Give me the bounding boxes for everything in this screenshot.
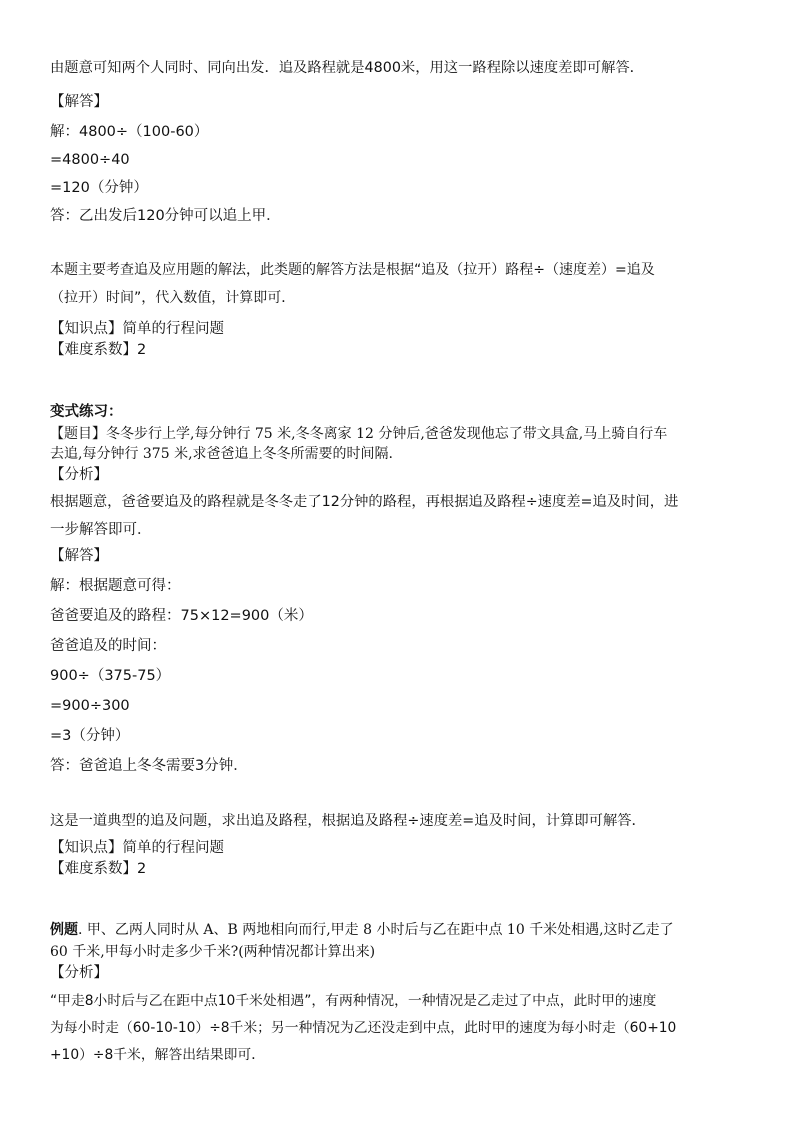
difficulty: 【难度系数】2 <box>50 861 147 877</box>
comment-line: （拉开）时间”，代入数值，计算即可． <box>50 290 296 306</box>
question-line: 【题目】冬冬步行上学,每分钟行 75 米,冬冬离家 12 分钟后,爸爸发现他忘了带文具盒,马上骑自行车 <box>50 426 668 442</box>
solution-line: 解：根据题意可得： <box>50 578 181 594</box>
section-title: 变式练习： <box>50 403 123 420</box>
answer-heading: 【解答】 <box>50 548 108 564</box>
solution-line: 爸爸要追及的路程：75×12=900（米） <box>50 608 313 624</box>
solution-line: =3（分钟） <box>50 728 130 744</box>
knowledge-point: 【知识点】简单的行程问题 <box>50 321 224 337</box>
solution-line: =900÷300 <box>50 698 130 714</box>
analysis-line: 为每小时走（60-10-10）÷8千米；另一种情况为乙还没走到中点，此时甲的速度为每小时走（60+10 <box>50 1020 677 1036</box>
analysis-text: 由题意可知两个人同时、同向出发．追及路程就是4800米，用这一路程除以速度差即可解答． <box>50 60 644 76</box>
knowledge-point: 【知识点】简单的行程问题 <box>50 840 224 856</box>
comment: 这是一道典型的追及问题，求出追及路程，根据追及路程÷速度差=追及时间，计算即可解答． <box>50 813 646 829</box>
comment-line: 本题主要考查追及应用题的解法，此类题的解答方法是根据“追及（拉开）路程÷（速度差）=追及 <box>50 262 655 278</box>
solution-line: =120（分钟） <box>50 180 148 196</box>
solution-line: 解：4800÷（100-60） <box>50 124 209 140</box>
answer-heading: 【解答】 <box>50 94 108 110</box>
difficulty: 【难度系数】2 <box>50 342 147 358</box>
solution-line: 爸爸追及的时间： <box>50 638 166 654</box>
example-label: 例题 <box>50 922 78 938</box>
solution-line: 900÷（375-75） <box>50 668 171 684</box>
analysis-heading: 【分析】 <box>50 467 108 483</box>
solution-line: 答：乙出发后120分钟可以追上甲． <box>50 208 281 224</box>
example-line <box>50 920 674 940</box>
question-line: 去追,每分钟行 375 米,求爸爸追上冬冬所需要的时间隔. <box>50 446 393 462</box>
solution-line: 答：爸爸追上冬冬需要3分钟． <box>50 758 248 774</box>
analysis-line: 一步解答即可． <box>50 522 152 538</box>
solution-line: =4800÷40 <box>50 152 130 168</box>
example-text: . 甲、乙两人同时从 A、B 两地相向而行,甲走 8 小时后与乙在距中点 10 千米处相遇,这时乙走了 <box>78 922 674 938</box>
analysis-heading: 【分析】 <box>50 965 108 981</box>
analysis-line: 根据题意，爸爸要追及的路程就是冬冬走了12分钟的路程，再根据追及路程÷速度差=追及时间，进 <box>50 494 679 510</box>
analysis-line: +10）÷8千米，解答出结果即可． <box>50 1047 266 1063</box>
analysis-line: “甲走8小时后与乙在距中点10千米处相遇”，有两种情况，一种情况是乙走过了中点，此时甲的速度 <box>50 993 657 1009</box>
example-line: 60 千米,甲每小时走多少千米?(两种情况都计算出来) <box>50 944 376 960</box>
